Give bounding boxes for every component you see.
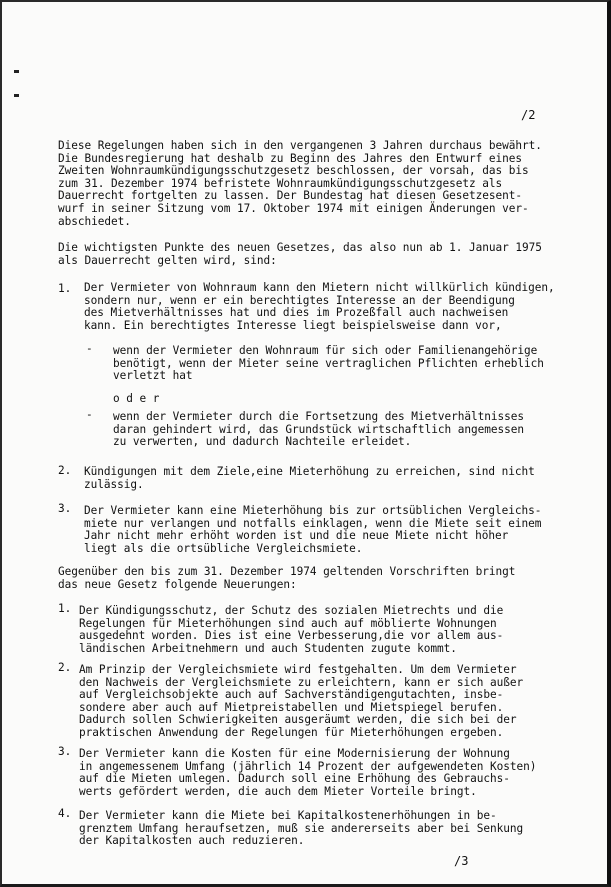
change-number: 3.	[58, 745, 72, 758]
point-text: Der Vermieter von Wohnraum kann den Mietern nicht willkürlich kündigen, sondern nur, wenn er ein berechtigtes Interesse an der Beendigung des Mietverhältnisses hat und dies im Prozeßfall auch nachweisen kann. Ein berechtigtes Interesse liegt beispielsweise dann vor,	[84, 281, 555, 332]
point-text: Der Vermieter kann eine Mieterhöhung bis zur ortsüblichen Vergleichs- miete nur verlangen und notfalls einklagen, wenn die Miete seit einem Jahr nicht mehr erhöht worden ist und die neue Miete nicht höher liegt als die ortsübliche Vergleichsmiete.	[84, 504, 542, 555]
change-text: Der Kündigungsschutz, der Schutz des sozialen Mietrechts und die Regelungen für Mieterhöhungen sind auch auf möblierte Wohnungen ausgedehnt worden. Dies ist eine Verbesserung,die vor allem aus- ländischen Arbeitnehmern und auch Studenten zugute kommt.	[79, 604, 504, 655]
point-number: 1.	[58, 282, 72, 295]
subitem-text: wenn der Vermieter den Wohnraum für sich oder Familienangehörige benötigt, wenn der Mieter seine vertraglichen Pflichten erheblich verletzt hat	[113, 344, 544, 383]
changes-intro: Gegenüber den bis zum 31. Dezember 1974 geltenden Vorschriften bringt das neue Gesetz folgende Neuerungen:	[58, 565, 516, 591]
or-connector: o d e r	[113, 392, 160, 405]
change-text: Der Vermieter kann die Miete bei Kapitalkostenerhöhungen in be- grenztem Umfang heraufsetzen, muß sie andererseits aber bei Senkung der Kapitalkosten auch reduzieren.	[79, 809, 524, 848]
change-text: Der Vermieter kann die Kosten für eine Modernisierung der Wohnung in angemessenem Umfang (jährlich 14 Prozent der aufgewendeten Kosten) auf die Mieten umlegen. Dadurch soll eine Erhöhung des Gebrauchs- werts gefördert werden, die auch dem Mieter Vorteile bringt.	[79, 747, 537, 798]
subitem-text: wenn der Vermieter durch die Fortsetzung des Mietverhältnisses daran gehindert wird, das Grundstück wirtschaftlich angemessen zu verwerten, und dadurch Nachteile erleidet.	[113, 410, 524, 449]
change-number: 2.	[58, 661, 72, 674]
punch-mark-bottom	[14, 94, 19, 97]
intro-paragraph: Diese Regelungen haben sich in den vergangenen 3 Jahren durchaus bewährt. Die Bundesregierung hat deshalb zu Beginn des Jahres den Entwurf eines Zweiten Wohnraumkündigungsschutzgesetz beschlossen, der vorsah, das bis zum 31. Dezember 1974 befristete Wohnraumkündigungsschutzgesetz als Dauerrecht fortgelten zu lassen. Der Bundestag hat diesen Gesetzesent- wurf in seiner Sitzung vom 17. Oktober 1974 mit einigen Änderungen ver- abschiedet.	[58, 139, 542, 228]
punch-mark-top	[14, 70, 19, 73]
change-text: Am Prinzip der Vergleichsmiete wird festgehalten. Um dem Vermieter den Nachweis der Vergleichsmiete zu erleichtern, kann er sich außer auf Vergleichsobjekte auch auf Sachverständigengutachten, insbe- sondere aber auch auf Mietpreistabellen und Mietspiegel berufen. Dadurch sollen Schwierigkeiten ausgeräumt werden, die sich bei der praktischen Anwendung der Regelungen für Mieterhöhungen ergeben.	[79, 663, 524, 739]
point-number: 2.	[58, 464, 72, 477]
subitem-dash: -	[86, 342, 93, 355]
point-number: 3.	[58, 502, 72, 515]
page-marker-top: /2	[521, 108, 536, 122]
points-intro: Die wichtigsten Punkte des neuen Gesetzes, das also nun ab 1. Januar 1975 als Dauerrecht gelten wird, sind:	[58, 241, 542, 267]
change-number: 4.	[58, 807, 72, 820]
point-text: Kündigungen mit dem Ziele,eine Mieterhöhung zu erreichen, sind nicht zulässig.	[84, 465, 535, 491]
page-marker-bottom: /3	[454, 854, 469, 868]
change-number: 1.	[58, 602, 72, 615]
subitem-dash: -	[86, 408, 93, 421]
